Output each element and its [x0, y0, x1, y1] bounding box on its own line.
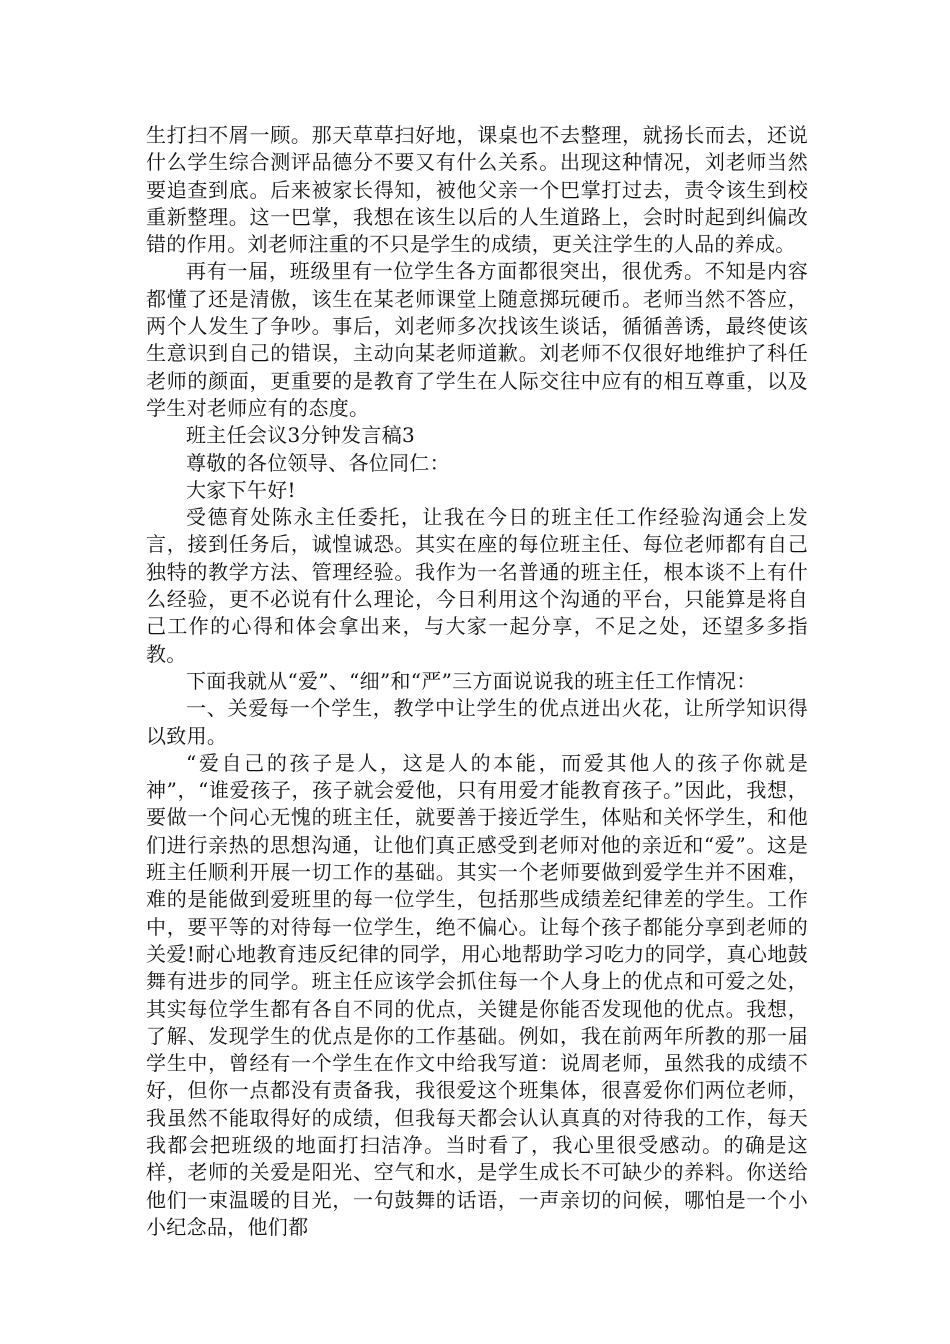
section-heading: 班主任会议3分钟发言稿3: [186, 423, 416, 448]
paragraph-continuation: 生打扫不屑一顾。那天草草扫好地，课桌也不去整理，就扬长而去，还说什么学生综合测评品德分不要又有什么关系。出现这种情况，刘老师当然要追查到底。后来被家长得知，被他父亲一个巴掌打过去，责令该生到校重新整理。这一巴掌，我想在该生以后的人生道路上，会时时起到纠偏改错的作用。刘老师注重的不只是学生的成绩，更关注学生的人品的养成。: [146, 123, 808, 257]
paragraph-another-class: 再有一届，班级里有一位学生各方面都很突出，很优秀。不知是内容都懂了还是清傲，该生在某老师课堂上随意掷玩硬币。老师当然不答应，两个人发生了争吵。事后，刘老师多次找该生谈话，循循善诱，最终使该生意识到自己的错误，主动向某老师道歉。刘老师不仅很好地维护了科任老师的颜面，更重要的是教育了学生在人际交往中应有的相互尊重，以及学生对老师应有的态度。: [146, 259, 808, 420]
point-one-heading: 一、关爱每一个学生，教学中让学生的优点迸出火花，让所学知识得以致用。: [146, 696, 808, 748]
paragraph-outline: 下面我就从“爱”、“细”和“严”三方面说说我的班主任工作情况：: [186, 668, 757, 693]
document-page: [146, 122, 808, 1241]
paragraph-love-students: “爱自己的孩子是人，这是人的本能，而爱其他人的孩子你就是神”，“谁爱孩子，孩子就会爱他，只有用爱才能教育孩子。”因此，我想，要做一个问心无愧的班主任，就要善于接近学生，体贴和关怀学生，和他们进行亲热的思想沟通，让他们真正感受到老师对他的亲近和“爱”。这是班主任顺利开展一切工作的基础。其实一个老师要做到爱学生并不困难，难的是能做到爱班里的每一位学生，包括那些成绩差纪律差的学生。工作中，要平等的对待每一位学生，绝不偏心。让每个孩子都能分享到老师的关爱!耐心地教育违反纪律的同学，用心地帮助学习吃力的同学，真心地鼓舞有进步的同学。班主任应该学会抓住每一个人身上的优点和可爱之处，其实每位学生都有各自不同的优点，关键是你能否发现他的优点。我想，了解、发现学生的优点是你的工作基础。例如，我在前两年所教的那一届学生中，曾经有一个学生在作文中给我写道：说周老师，虽然我的成绩不好，但你一点都没有责备我，我很爱这个班集体，很喜爱你们两位老师，我虽然不能取得好的成绩，但我每天都会认认真真的对待我的工作，每天我都会把班级的地面打扫洁净。当时看了，我心里很受感动。的确是这样，老师的关爱是阳光、空气和水，是学生成长不可缺少的养料。你送给他们一束温暖的目光，一句鼓舞的话语，一声亲切的问候，哪怕是一个小小纪念品，他们都: [146, 750, 808, 1239]
greeting: 大家下午好!: [186, 477, 296, 502]
paragraph-introduction: 受德育处陈永主任委托，让我在今日的班主任工作经验沟通会上发言，接到任务后，诚惶诚恐。其实在座的每位班主任、每位老师都有自己独特的教学方法、管理经验。我作为一名普通的班主任，根本谈不上有什么经验，更不必说有什么理论，今日利用这个沟通的平台，只能算是将自己工作的心得和体会拿出来，与大家一起分享，不足之处，还望多多指教。: [146, 505, 808, 666]
salutation: 尊敬的各位领导、各位同仁：: [186, 450, 450, 475]
